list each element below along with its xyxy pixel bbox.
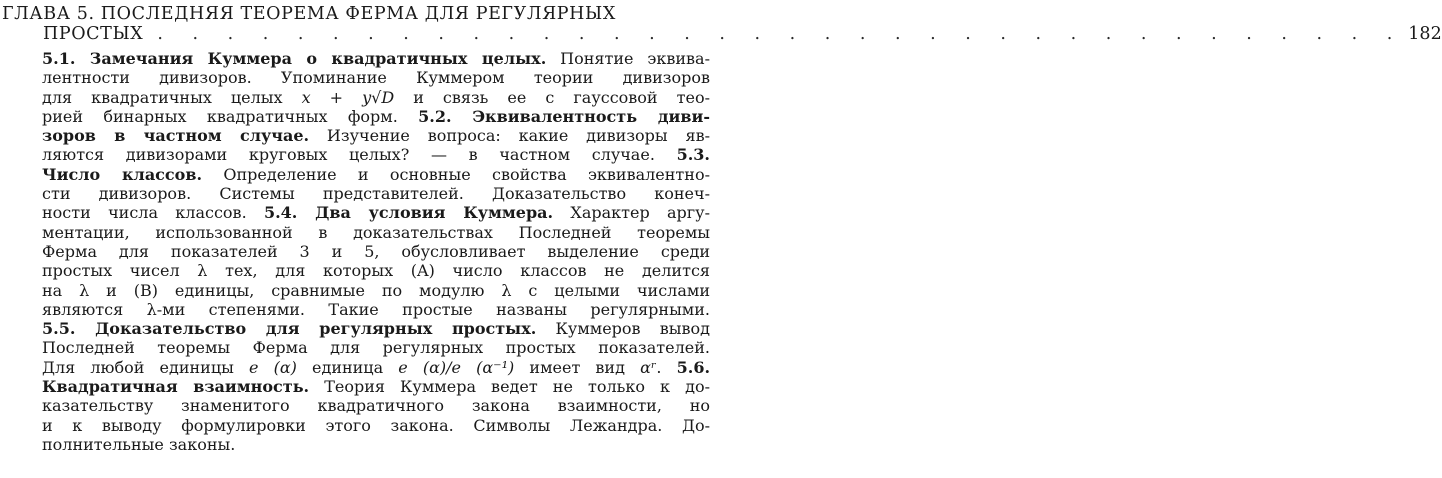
section-heading: Квадратичная взаимность. (42, 377, 310, 397)
summary-text: полнительные законы. (42, 434, 236, 454)
summary-text: Теория Куммера ведет не только к до- (309, 377, 710, 397)
summary-line (42, 377, 710, 396)
summary-text: имеет вид (514, 357, 641, 377)
summary-line (42, 319, 710, 338)
section-heading: 5.4. Два условия Куммера. (263, 203, 554, 223)
summary-line (42, 358, 710, 377)
math-expression: x + y√D (301, 87, 395, 107)
section-heading: 5.3. (676, 145, 710, 165)
section-heading: 5.6. (676, 357, 711, 377)
math-expression: e (α) (248, 357, 297, 377)
summary-text: . (656, 357, 677, 377)
summary-text: Последней теоремы Ферма для регулярных простых показателей. (42, 338, 710, 358)
summary-line (42, 88, 710, 107)
summary-line (42, 68, 710, 87)
summary-line (42, 300, 710, 319)
summary-line (42, 49, 710, 68)
summary-line (42, 223, 710, 242)
summary-text: Понятие эквива- (546, 49, 711, 68)
math-expression: αʳ (640, 357, 657, 377)
section-heading: 5.1. Замечания Куммера о квадратичных целых. (42, 49, 547, 68)
summary-text: Ферма для показателей 3 и 5, обусловливает выделение среди (42, 241, 710, 261)
page-number: 182 (1408, 24, 1442, 44)
summary-text: лентности дивизоров. Упоминание Куммером теории дивизоров (42, 68, 710, 88)
summary-text: и связь ее с гауссовой тео- (394, 87, 710, 107)
summary-text: ментации, использованной в доказательствах Последней теоремы (42, 222, 710, 242)
summary-text: Определение и основные свойства эквивалентно- (202, 164, 710, 184)
summary-text: рией бинарных квадратичных форм. (42, 106, 419, 126)
summary-line (42, 338, 710, 357)
summary-line (42, 126, 710, 145)
chapter-toc-entry (2, 4, 1442, 44)
summary-line (42, 107, 710, 126)
summary-line (42, 203, 710, 222)
summary-text: единица (296, 357, 399, 377)
summary-text: Для любой единицы (42, 357, 249, 377)
summary-text: Изучение вопроса: какие дивизоры яв- (309, 126, 711, 146)
summary-line (42, 165, 710, 184)
dot-leader: . . . . . . . . . . . . . . . . . . . . . . . . . . . . . . . . . . . . (157, 24, 1405, 44)
summary-text: сти дивизоров. Системы представителей. Доказательство конеч- (42, 184, 710, 204)
chapter-summary (42, 49, 710, 454)
chapter-title-line-2: ПРОСТЫХ (43, 24, 144, 44)
section-heading: зоров в частном случае. (42, 126, 310, 146)
section-heading: 5.2. Эквивалентность диви- (418, 106, 711, 126)
summary-line (42, 396, 710, 415)
summary-line (42, 145, 710, 164)
summary-text: на λ и (B) единицы, сравнимые по модулю λ с целыми числами (42, 280, 710, 300)
summary-text: ляются дивизорами круговых целых? — в частном случае. (42, 145, 677, 165)
summary-text: для квадратичных целых (42, 87, 302, 107)
summary-line (42, 416, 710, 435)
summary-line (42, 184, 710, 203)
summary-text: простых чисел λ тех, для которых (A) число классов не делится (42, 261, 710, 281)
section-heading: 5.5. Доказательство для регулярных простых. (42, 319, 537, 339)
summary-line (42, 435, 710, 454)
summary-text: Характер аргу- (553, 203, 711, 223)
chapter-title-line-1: ГЛАВА 5. ПОСЛЕДНЯЯ ТЕОРЕМА ФЕРМА ДЛЯ РЕГУЛЯРНЫХ (2, 4, 616, 24)
summary-text: ности числа классов. (42, 203, 264, 223)
section-heading: Число классов. (42, 164, 203, 184)
summary-line (42, 281, 710, 300)
summary-text: казательству знаменитого квадратичного закона взаимности, но (42, 396, 710, 416)
summary-text: Куммеров вывод (536, 319, 710, 339)
math-expression: e (α)/e (α⁻¹) (398, 357, 515, 377)
summary-text: являются λ-ми степенями. Такие простые названы регулярными. (42, 299, 710, 319)
chapter-title-line-2-row (2, 24, 1442, 44)
summary-text: и к выводу формулировки этого закона. Символы Лежандра. До- (42, 415, 710, 435)
summary-line (42, 261, 710, 280)
summary-line (42, 242, 710, 261)
